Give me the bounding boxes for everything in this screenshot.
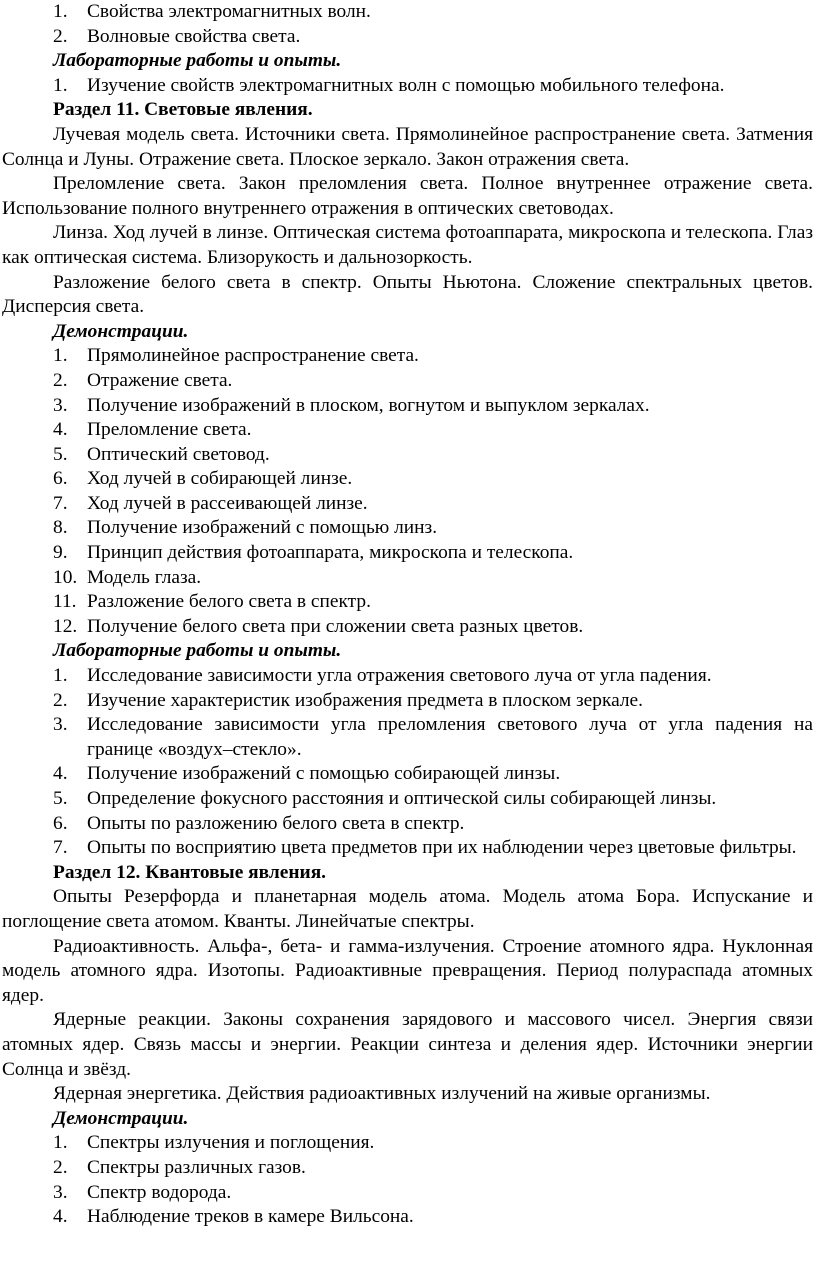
list-text: Прямолинейное распространение света.: [87, 345, 419, 367]
list-number: 2.: [53, 369, 68, 391]
list-text: Принцип действия фотоаппарата, микроскопа и телескопа.: [87, 542, 574, 564]
list-number: 7.: [53, 837, 68, 859]
paragraph: Опыты Резерфорда и планетарная модель атома. Модель атома Бора. Испускание и поглощение света атомом. Кванты. Линейчатые спектры.: [2, 886, 813, 932]
list-text: Модель глаза.: [87, 566, 202, 588]
list-number: 2.: [53, 1156, 68, 1178]
list-number: 12.: [53, 615, 78, 637]
list-text: Свойства электромагнитных волн.: [87, 1, 371, 22]
list-item: [2, 615, 813, 640]
list-item: [2, 787, 813, 812]
list-number: 3.: [53, 394, 68, 416]
list-text: Определение фокусного расстояния и оптической силы собирающей линзы.: [87, 788, 717, 809]
paragraph: Ядерные реакции. Законы сохранения зарядового и массового чисел. Энергия связи атомных ядер. Связь массы и энергии. Реакции синтеза и деления ядер. Источники энергии Солнца и звёзд.: [2, 1009, 813, 1080]
list-text: Получение изображений в плоском, вогнутом и выпуклом зеркалах.: [87, 394, 650, 416]
section-title: Раздел 11. Световые явления.: [53, 99, 313, 121]
list-item: [2, 762, 813, 787]
list-item: [2, 344, 813, 369]
list-item: [2, 836, 813, 861]
list-item: [2, 541, 813, 566]
list-item: [2, 566, 813, 591]
list-item: [2, 25, 813, 50]
list-number: 1.: [53, 74, 68, 96]
list-number: 2.: [53, 25, 68, 47]
list-number: 3.: [53, 1181, 68, 1203]
list-number: 8.: [53, 517, 68, 539]
list-number: 7.: [53, 492, 68, 514]
list-text: Опыты по разложению белого света в спектр.: [87, 812, 465, 834]
list-text: Оптический световод.: [87, 443, 270, 465]
list-text: Ход лучей в рассеивающей линзе.: [87, 492, 368, 514]
lab-heading: Лабораторные работы и опыты.: [53, 640, 342, 662]
list-number: 4.: [53, 763, 68, 785]
list-number: 6.: [53, 812, 68, 834]
list-text: Получение изображений с помощью линз.: [87, 517, 438, 539]
list-text: Изучение свойств электромагнитных волн с помощью мобильного телефона.: [87, 74, 725, 96]
lab-heading: Лабораторные работы и опыты.: [53, 50, 342, 72]
list-text: Опыты по восприятию цвета предметов при их наблюдении через цветовые фильтры.: [87, 837, 797, 859]
list-number: 2.: [53, 689, 68, 711]
list-text: Спектры различных газов.: [87, 1156, 306, 1178]
list-number: 1.: [53, 1132, 68, 1154]
list-number: 4.: [53, 419, 68, 441]
list-number: 5.: [53, 443, 68, 465]
list-item: [2, 713, 813, 762]
list-item: [2, 516, 813, 541]
list-item: [2, 0, 813, 25]
list-text: Преломление света.: [87, 419, 252, 441]
list-item: [2, 74, 813, 99]
demo-heading: Демонстрации.: [53, 1107, 189, 1129]
list-item: [2, 467, 813, 492]
paragraph: Радиоактивность. Альфа-, бета- и гамма-излучения. Строение атомного ядра. Нуклонная модель атомного ядра. Изотопы. Радиоактивные превращения. Период полураспада атомных ядер.: [2, 935, 813, 1006]
paragraph: Лучевая модель света. Источники света. Прямолинейное распространение света. Затмения Солнца и Луны. Отражение света. Плоское зеркало. Закон отражения света.: [2, 123, 813, 170]
list-item: [2, 812, 813, 837]
list-item: [2, 418, 813, 443]
list-text: Спектр водорода.: [87, 1181, 232, 1203]
list-text: Исследование зависимости угла отражения светового луча от угла падения.: [87, 665, 712, 687]
list-text: Наблюдение треков в камере Вильсона.: [87, 1206, 414, 1228]
list-item: [2, 1205, 813, 1230]
demo-heading: Демонстрации.: [53, 320, 189, 342]
list-number: 10.: [53, 566, 78, 588]
list-item: [2, 1131, 813, 1156]
paragraph: Преломление света. Закон преломления света. Полное внутреннее отражение света. Использование полного внутреннего отражения в оптических световодах.: [2, 173, 813, 219]
list-text: Ход лучей в собирающей линзе.: [87, 468, 353, 490]
list-item: [2, 664, 813, 689]
list-item: [2, 443, 813, 468]
section-title: Раздел 12. Квантовые явления.: [53, 861, 327, 883]
list-number: 4.: [53, 1206, 68, 1228]
list-item: [2, 590, 813, 615]
list-item: [2, 1156, 813, 1181]
list-number: 1.: [53, 1, 68, 22]
list-number: 1.: [53, 345, 68, 367]
list-text: Получение белого света при сложении света разных цветов.: [87, 615, 584, 637]
list-item: [2, 1181, 813, 1206]
list-item: [2, 492, 813, 517]
list-item: [2, 394, 813, 419]
list-text: Изучение характеристик изображения предмета в плоском зеркале.: [87, 689, 644, 711]
list-number: 3.: [53, 714, 68, 736]
list-text: Волновые свойства света.: [87, 25, 301, 47]
paragraph: Ядерная энергетика. Действия радиоактивных излучений на живые организмы.: [53, 1083, 711, 1105]
list-number: 6.: [53, 468, 68, 490]
list-number: 11.: [53, 591, 77, 613]
list-text: Получение изображений с помощью собирающей линзы.: [87, 763, 561, 785]
list-number: 5.: [53, 788, 68, 809]
list-text: Исследование зависимости угла преломления светового луча от угла падения на границе «воздух–стекло».: [87, 714, 813, 760]
paragraph: Линза. Ход лучей в линзе. Оптическая система фотоаппарата, микроскопа и телескопа. Глаз как оптическая система. Близорукость и дальнозоркость.: [2, 222, 813, 268]
list-item: [2, 689, 813, 714]
list-number: 9.: [53, 542, 68, 564]
list-text: Разложение белого света в спектр.: [87, 591, 371, 613]
list-text: Отражение света.: [87, 369, 233, 391]
list-text: Спектры излучения и поглощения.: [87, 1132, 375, 1154]
list-number: 1.: [53, 665, 68, 687]
paragraph: Разложение белого света в спектр. Опыты Ньютона. Сложение спектральных цветов. Дисперсия света.: [2, 271, 813, 318]
list-item: [2, 369, 813, 394]
